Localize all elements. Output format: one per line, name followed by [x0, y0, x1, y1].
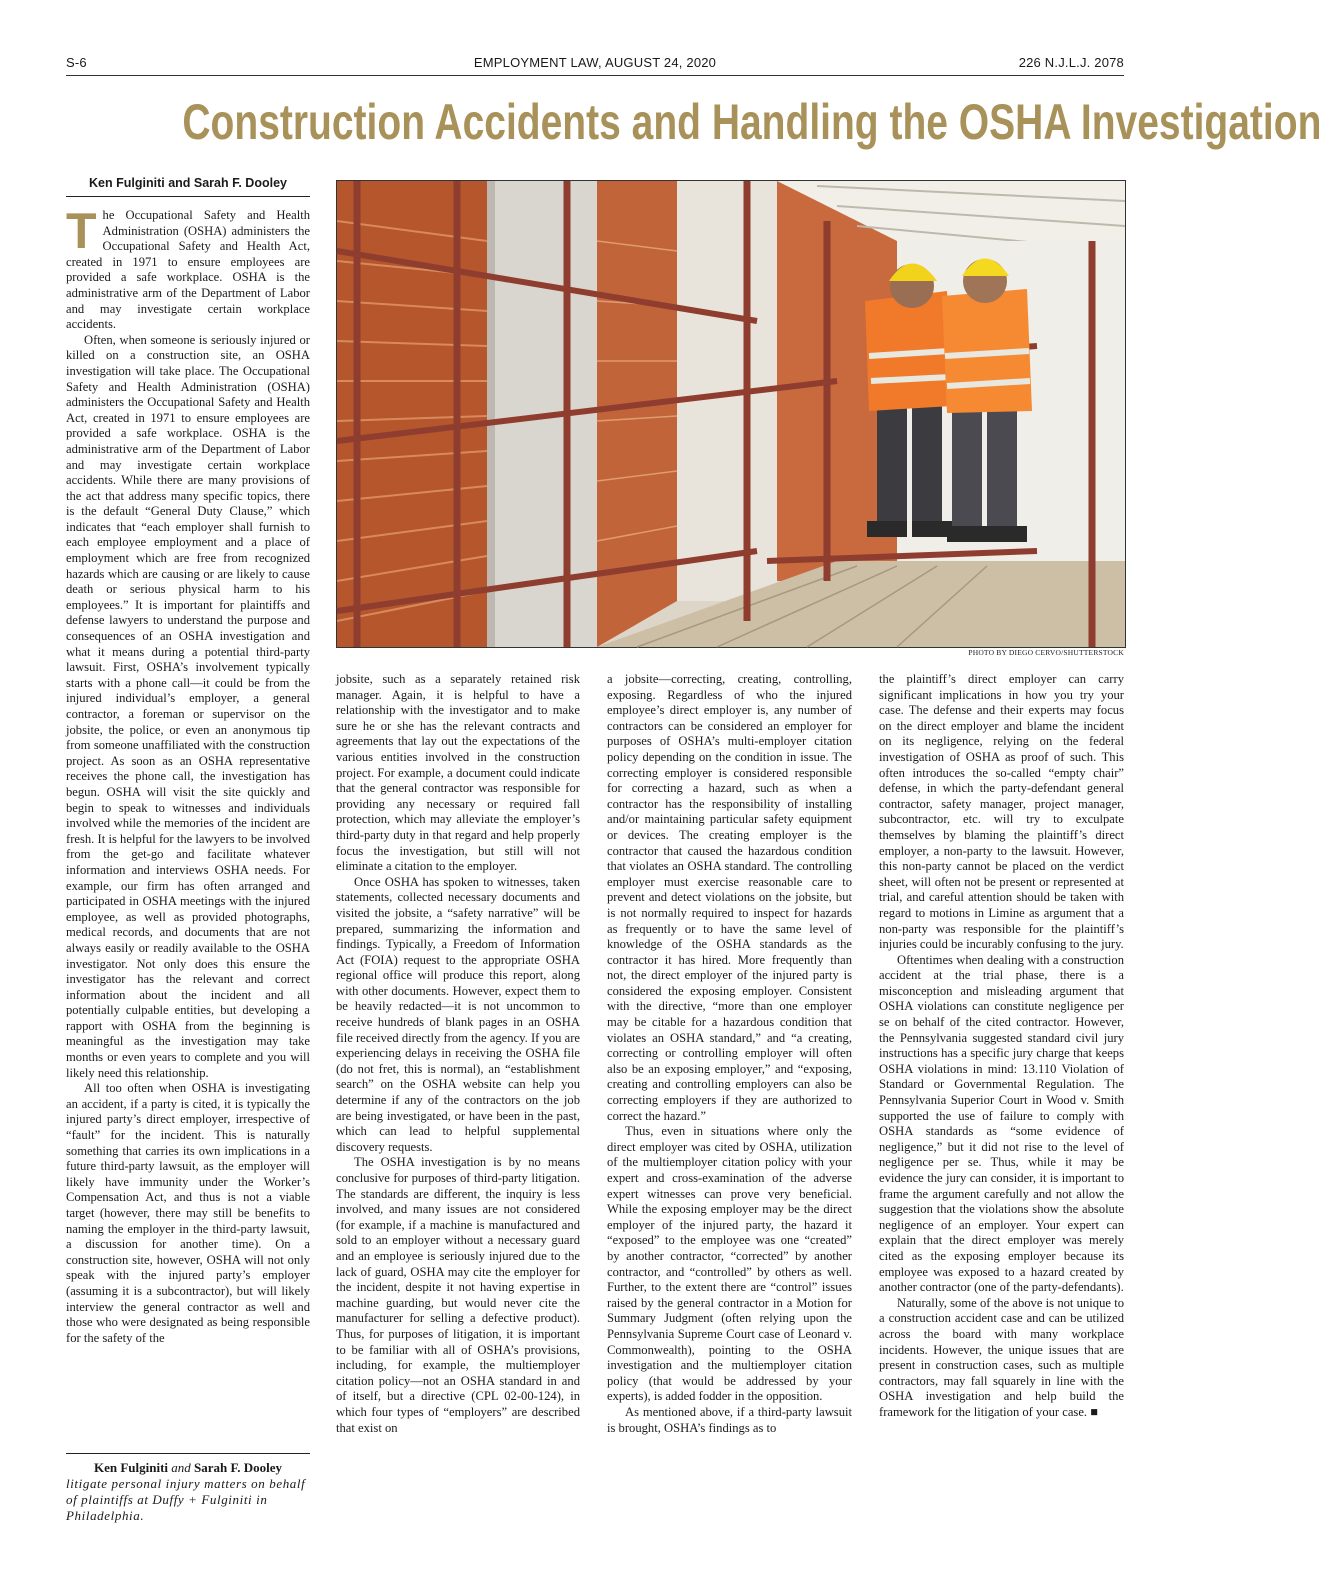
- byline: Ken Fulginiti and Sarah F. Dooley: [66, 176, 310, 197]
- paragraph: Thus, even in situations where only the direct employer was cited by OSHA, utilization of the multiemployer citation policy with your expert and cross-examination of the adverse expert witnesses can prove very beneficial. While the exposing employer may be the direct employer of the injured party, the hazard it “exposed” to the employee was one “created” by another contractor, “corrected” by another contractor, and “controlled” by others as well. Further, to the extent there are “control” issues raised by the general contractor in a Motion for Summary Judgment (often relying upon the Pennsylvania Supreme Court case of Leonard v. Commonwealth), pointing to the OSHA investigation and the multiemployer citation policy (that would be addressed by your experts), is added fodder in the opposition.: [607, 1124, 852, 1404]
- page-number: S-6: [66, 55, 87, 70]
- paragraph: All too often when OSHA is investigating an accident, if a party is cited, it is typically the injured party’s direct employer, irrespective of “fault” for the incident. This is naturally something that carries its own implications in a future third-party lawsuit, as the employer will likely have immunity under the Worker’s Compensation Act, and thus is not a viable target (however, there may still be benefits to naming the employer in the third-party lawsuit, a discussion for another time). On a construction site, however, OSHA will not only speak with the injured party’s employer (assuming it is a subcontractor), but will likely interview the general contractor as well and those who were designated as being responsible for the safety of the: [66, 1081, 310, 1345]
- running-header: [66, 53, 1124, 76]
- paragraph: a jobsite—correcting, creating, controlling, exposing. Regardless of who the injured employee’s direct employer is, any number of contractors can be considered an employer for purposes of OSHA’s multi-employer citation policy depending on the condition in issue. The correcting employer is considered responsible for correcting a hazard, such as when a contractor has the responsibility of installing and/or maintaining particular safety equipment or devices. The creating employer is the contractor that caused the hazardous condition that violates an OSHA standard. The controlling employer must exercise reasonable care to prevent and detect violations on the jobsite, but is not normally required to inspect for hazards as frequently or to have the same level of knowledge of the OSHA standards as the contractor it has hired. More frequently than not, the direct employer of the injured party is considered the exposing employer. Consistent with the directive, “more than one employer may be citable for a hazardous condition that violates an OSHA standard,” and “a creating, correcting or controlling employer will often also be an exposing employer,” and “exposing, creating and controlling employers can also be correcting employers if they are authorized to correct the hazard.”: [607, 672, 852, 1123]
- photo-credit: PHOTO BY DIEGO CERVO/SHUTTERSTOCK: [968, 648, 1124, 657]
- author-names: Ken Fulginiti and Sarah F. Dooley: [93, 1460, 283, 1475]
- drop-cap: T: [66, 203, 97, 259]
- section-date: EMPLOYMENT LAW, AUGUST 24, 2020: [473, 55, 717, 70]
- paragraph: Naturally, some of the above is not unique to a construction accident case and can be utilized across the board with many workplace incidents. However, the unique issues that are present in construction cases, such as multiple contractors, may fall squarely in line with the OSHA investigation and help build the framework for the litigation of your case. ■: [879, 1295, 1124, 1419]
- article-column-1: [66, 203, 310, 1346]
- paragraph: As mentioned above, if a third-party lawsuit is brought, OSHA’s findings as to: [607, 1404, 852, 1435]
- article-column-4: [879, 672, 1124, 1421]
- paragraph: Often, when someone is seriously injured or killed on a construction site, an OSHA investigation will take place. The Occupational Safety and Health Administration (OSHA) administers the Occupational Safety and Health Act, created in 1971 to ensure employees are provided a safe workplace. OSHA is the administrative arm of the Department of Labor and may investigate certain workplace accidents. While there are many provisions of the act that address many specific topics, there is the default “General Duty Clause,” which indicates that “each employer shall furnish to each employee employment and a place of employment which are free from recognized hazards which are causing or are likely to cause death or serious physical harm to his employees.” It is important for plaintiffs and defense lawyers to understand the purpose and consequences of an OSHA investigation and what it means during a potential third-party lawsuit. First, OSHA’s involvement typically starts with a phone call—it could be from the injured individual’s employer, a general contractor, a foreman or supervisor on the jobsite, the police, or even an anonymous tip from someone unaffiliated with the construction project. As soon as an OSHA representative receives the phone call, the investigation has begun. OSHA will visit the site quickly and begin to speak to witnesses and individuals involved while the memories of the incident are fresh. It is helpful for the lawyers to be involved from the get-go and facilitate whatever information and interviews OSHA needs. For example, our firm has often arranged and participated in OSHA meetings with the injured employee, as well as provided photographs, medical records, and documents that are not always easily or readily available to the OSHA investigator. Not only does this ensure the investigator has the relevant and correct information about the incident and all potentially culpable entities, but developing a rapport with OSHA from the beginning is meaningful as the investigation may take months or even years to complete and you will likely need this relationship.: [66, 332, 310, 1080]
- author-description: litigate personal injury matters on behalf of plaintiffs at Duffy + Fulginiti in Philadelphia.: [66, 1476, 306, 1523]
- paragraph: the plaintiff’s direct employer can carry significant implications in how you try your case. The defense and their experts may focus on the direct employer and blame the incident on its negligence, relying on the federal investigation of OSHA as proof of such. This often introduces the so-called “empty chair” defense, in which the party-defendant general contractor, safety manager, project manager, subcontractor, etc. will try to exculpate themselves by blaming the plaintiff’s direct employer, a non-party to the lawsuit. However, this non-party cannot be placed on the verdict sheet, will often not be present or represented at trial, and careful attention should be taken with regard to motions in Limine as argument that a non-party was responsible for the plaintiff’s injuries could be incurably confusing to the jury.: [879, 672, 1124, 952]
- construction-workers-photo: [336, 180, 1126, 648]
- paragraph: The OSHA investigation is by no means conclusive for purposes of third-party litigation. The standards are different, the inquiry is less involved, and many issues are not considered (for example, if a machine is manufactured and sold to an employer without a necessary guard and an employee is seriously injured due to the lack of guard, OSHA may cite the employer for the incident, despite it not having expertise in machine guarding, but would never cite the manufacturer for selling a defective product). Thus, for purposes of litigation, it is important to be familiar with all of OSHA’s provisions, including, for example, the multiemployer citation policy—not an OSHA standard in and of itself, but a directive (CPL 02-00-124), in which four types of “employers” are described that exist on: [336, 1155, 580, 1435]
- article-column-2: [336, 672, 580, 1436]
- journal-citation: 226 N.J.L.J. 2078: [1018, 55, 1124, 70]
- article-column-3: [607, 672, 852, 1436]
- paragraph: Oftentimes when dealing with a construction accident at the trial phase, there is a misconception and misleading argument that OSHA violations can constitute negligence per se on behalf of the cited contractor. However, the Pennsylvania suggested standard civil jury instructions has a specific jury charge that keeps OSHA violations in mind: 13.110 Violation of Standard or Governmental Regulation. The Pennsylvania Superior Court in Wood v. Smith supported the use of failure to comply with OSHA standards as “some evidence of negligence,” but it did not rise to the level of negligence per se. Thus, while it may be evidence the jury can consider, it is important to frame the argument carefully and not allow the suggestion that the violations show the absolute negligence of an employer. Your expert can explain that the direct employer was merely cited as the exposing employer because its employee was exposed to a hazard created by another contractor (one of the party-defendants).: [879, 952, 1124, 1295]
- author-bio: [66, 1453, 310, 1524]
- article-title: Construction Accidents and Handling the OSHA Investigation: [182, 94, 1321, 150]
- paragraph: The Occupational Safety and Health Administration (OSHA) administers the Occupational Safety and Health Act, created in 1971 to ensure employees are provided a safe workplace. OSHA is the administrative arm of the Department of Labor and may investigate certain workplace accidents.: [66, 203, 310, 332]
- paragraph: Once OSHA has spoken to witnesses, taken statements, collected necessary documents and visited the jobsite, a “safety narrative” will be prepared, summarizing the information and findings. Typically, a Freedom of Information Act (FOIA) request to the appropriate OSHA regional office will produce this report, along with other documents. However, expect them to be heavily redacted—it is not uncommon to receive hundreds of blank pages in an OSHA file received directly from the agency. If you are experiencing delays in receiving the OSHA file (do not fret, this is normal), an “establishment search” on the OSHA website can help you determine if any of the contractors on the job are being investigated, or have been in the past, which can lead to helpful supplemental discovery requests.: [336, 874, 580, 1154]
- paragraph: jobsite, such as a separately retained risk manager. Again, it is helpful to have a relationship with the investigator and to make sure he or she has the relevant contracts and agreements that lay out the expectations of the various entities involved in the construction project. For example, a document could indicate that the general contractor was responsible for providing any necessary or required fall protection, which may alleviate the employer’s third-party duty in that regard and help properly focus the investigation, but still will not eliminate a citation to the employer.: [336, 672, 580, 874]
